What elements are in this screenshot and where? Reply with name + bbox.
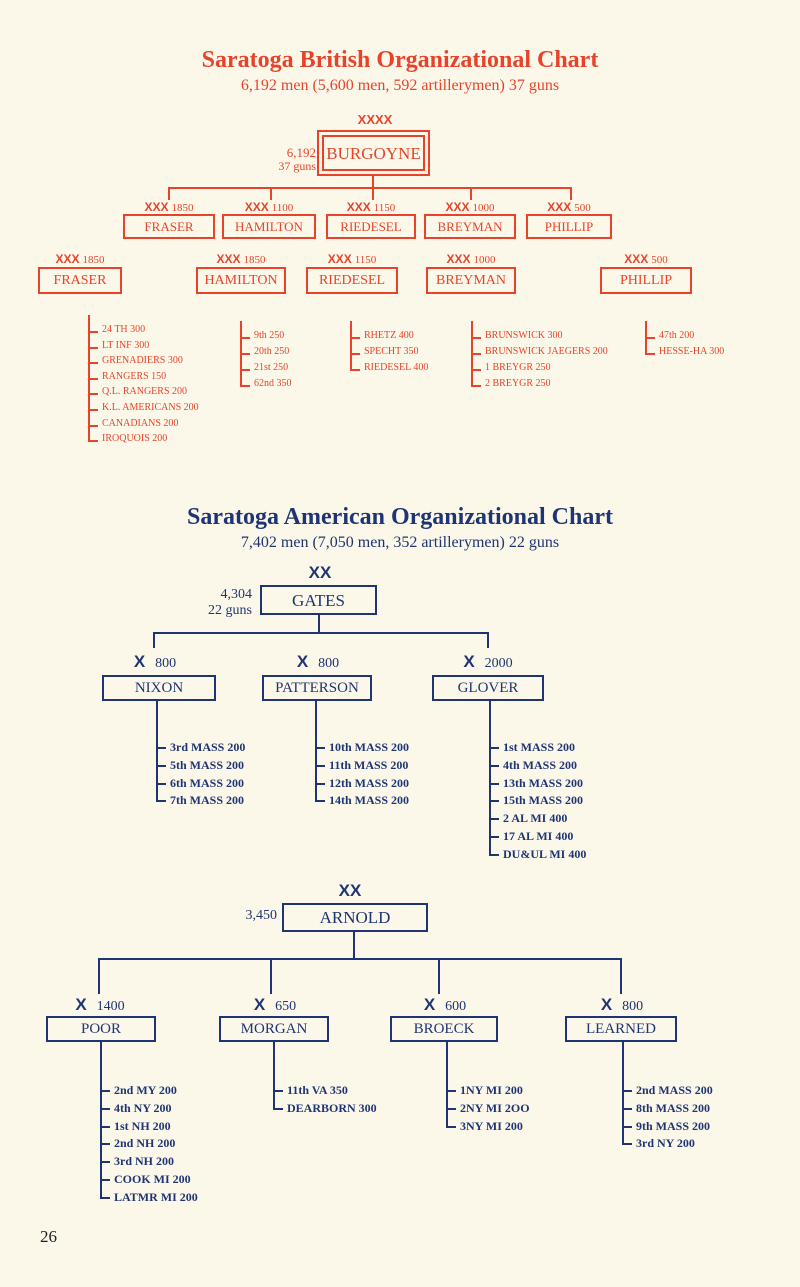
level-marker: XXX bbox=[446, 252, 471, 266]
level-marker: X bbox=[423, 995, 436, 1014]
unit-label: DEARBORN 300 bbox=[287, 1100, 377, 1115]
brigade-box-phillip: PHILLIP bbox=[600, 267, 692, 294]
arnold-level-marker: XX bbox=[338, 881, 362, 900]
brigade-box-fraser: FRASER bbox=[38, 267, 122, 294]
connector bbox=[318, 615, 320, 633]
strength-label: 800 bbox=[318, 656, 340, 671]
connector bbox=[100, 1126, 110, 1128]
brigade-header bbox=[385, 996, 505, 1014]
unit-label: 15th MASS 200 bbox=[503, 793, 584, 808]
connector bbox=[88, 362, 98, 364]
strength-label: 650 bbox=[275, 999, 297, 1014]
connector bbox=[489, 765, 499, 767]
unit-label: 2 BREYGR 250 bbox=[485, 378, 551, 389]
brigade-header bbox=[95, 653, 215, 671]
connector bbox=[315, 701, 317, 731]
level-marker: XXX bbox=[216, 252, 241, 266]
connector bbox=[98, 958, 622, 960]
connector bbox=[270, 187, 272, 200]
level-marker: X bbox=[253, 995, 266, 1014]
british-chart-subtitle: 6,192 men (5,600 men, 592 artillerymen) 37 guns bbox=[240, 77, 560, 94]
american-chart-subtitle: 7,402 men (7,050 men, 352 artillerymen) 22 guns bbox=[240, 534, 560, 551]
brigade-box-phillip: PHILLIP bbox=[526, 214, 612, 239]
american-chart-title: Saratoga American Organizational Chart bbox=[187, 504, 613, 530]
unit-label: 24 TH 300 bbox=[102, 324, 146, 335]
connector bbox=[153, 632, 489, 634]
unit-label: RIEDESEL 400 bbox=[364, 362, 429, 373]
level-marker: XXX bbox=[55, 252, 80, 266]
brigade-box-poor: POOR bbox=[46, 1016, 156, 1042]
connector bbox=[100, 1179, 110, 1181]
brigade-box-hamilton: HAMILTON bbox=[222, 214, 316, 239]
brigade-header bbox=[509, 201, 629, 214]
level-marker: X bbox=[75, 995, 87, 1014]
level-marker: X bbox=[296, 652, 309, 671]
connector bbox=[489, 836, 499, 838]
unit-label: RHETZ 400 bbox=[364, 330, 414, 341]
brigade-box-morgan: MORGAN bbox=[219, 1016, 329, 1042]
brigade-box-broeck: BROECK bbox=[390, 1016, 498, 1042]
connector bbox=[88, 331, 98, 333]
unit-label: DU&UL MI 400 bbox=[503, 846, 587, 861]
brigade-box-riedesel: RIEDESEL bbox=[306, 267, 398, 294]
strength-label: 1100 bbox=[271, 202, 294, 214]
brigade-box-learned: LEARNED bbox=[565, 1016, 677, 1042]
unit-label: 14th MASS 200 bbox=[329, 793, 410, 808]
gates-strength: 4,304 bbox=[220, 587, 252, 602]
connector bbox=[156, 765, 166, 767]
brigade-header bbox=[586, 253, 706, 266]
strength-label: 1850 bbox=[243, 254, 266, 266]
unit-label: 2nd MY 200 bbox=[114, 1083, 177, 1097]
connector bbox=[315, 800, 325, 802]
connector bbox=[446, 1090, 456, 1092]
strength-label: 1000 bbox=[472, 202, 495, 214]
connector bbox=[88, 393, 98, 395]
connector bbox=[350, 353, 360, 355]
brigade-box-riedesel: RIEDESEL bbox=[326, 214, 416, 239]
brigade-box-glover: GLOVER bbox=[432, 675, 544, 701]
connector bbox=[100, 1090, 110, 1092]
connector bbox=[88, 347, 98, 349]
unit-label: CANADIANS 200 bbox=[102, 417, 179, 429]
level-marker: X bbox=[600, 995, 613, 1014]
unit-label: BRUNSWICK 300 bbox=[485, 330, 563, 341]
unit-label: 4th NY 200 bbox=[114, 1100, 172, 1115]
connector bbox=[88, 409, 98, 411]
burgoyne-box bbox=[317, 130, 430, 176]
unit-label: 1st NH 200 bbox=[114, 1118, 171, 1133]
connector bbox=[156, 783, 166, 785]
strength-label: 500 bbox=[574, 202, 591, 214]
connector bbox=[471, 353, 481, 355]
connector bbox=[645, 353, 655, 355]
strength-label: 1150 bbox=[373, 202, 396, 214]
level-marker: XXX bbox=[547, 200, 572, 214]
connector bbox=[315, 783, 325, 785]
connector bbox=[350, 337, 360, 339]
brigade-header bbox=[562, 996, 682, 1014]
unit-label: 12th MASS 200 bbox=[329, 775, 410, 790]
unit-label: LT INF 300 bbox=[102, 339, 150, 351]
gates-guns: 22 guns bbox=[208, 603, 252, 618]
brigade-box-patterson: PATTERSON bbox=[262, 675, 372, 701]
connector bbox=[489, 747, 499, 749]
strength-label: 1400 bbox=[96, 999, 125, 1014]
unit-label: 4th MASS 200 bbox=[503, 757, 578, 772]
strength-label: 2000 bbox=[484, 656, 513, 671]
connector bbox=[88, 378, 98, 380]
unit-label: 8th MASS 200 bbox=[636, 1100, 711, 1115]
brigade-header bbox=[411, 253, 531, 266]
level-marker: XXX bbox=[327, 252, 352, 266]
connector bbox=[489, 854, 499, 856]
brigade-box-hamilton: HAMILTON bbox=[196, 267, 286, 294]
unit-label: 7th MASS 200 bbox=[170, 793, 245, 808]
level-marker: X bbox=[463, 652, 475, 671]
level-marker: XXX bbox=[244, 200, 269, 214]
level-marker: XXX bbox=[624, 252, 649, 266]
level-marker: XXX bbox=[346, 200, 371, 214]
connector bbox=[622, 1108, 632, 1110]
unit-label: 13th MASS 200 bbox=[503, 775, 584, 790]
brigade-header bbox=[292, 253, 412, 266]
british-chart-title: Saratoga British Organizational Chart bbox=[201, 47, 599, 73]
connector bbox=[471, 369, 481, 371]
connector bbox=[438, 958, 440, 994]
unit-label: 3rd MASS 200 bbox=[170, 740, 246, 754]
unit-label: 10th MASS 200 bbox=[329, 740, 410, 754]
unit-label: 21st 250 bbox=[254, 362, 289, 373]
brigade-box-nixon: NIXON bbox=[102, 675, 216, 701]
connector bbox=[645, 337, 655, 339]
unit-label: GRENADIERS 300 bbox=[102, 355, 183, 367]
connector bbox=[350, 321, 352, 370]
connector bbox=[156, 800, 166, 802]
connector bbox=[446, 1042, 448, 1076]
unit-label: COOK MI 200 bbox=[114, 1172, 191, 1186]
unit-label: 62nd 350 bbox=[254, 378, 292, 389]
connector bbox=[88, 425, 98, 427]
page-number: 26 bbox=[40, 1227, 57, 1246]
level-marker: X bbox=[133, 652, 146, 671]
unit-label: 5th MASS 200 bbox=[170, 757, 245, 772]
unit-label: 47th 200 bbox=[659, 330, 695, 341]
brigade-header bbox=[40, 996, 160, 1014]
unit-label: 2nd NH 200 bbox=[114, 1136, 176, 1151]
strength-label: 500 bbox=[651, 254, 668, 266]
connector bbox=[153, 632, 155, 648]
connector bbox=[489, 800, 499, 802]
connector bbox=[489, 701, 491, 731]
brigade-box-fraser: FRASER bbox=[123, 214, 215, 239]
unit-label: 1NY MI 200 bbox=[460, 1083, 523, 1097]
burgoyne-inner-box: BURGOYNE bbox=[322, 135, 425, 171]
connector bbox=[168, 187, 170, 200]
strength-label: 1850 bbox=[171, 202, 194, 214]
connector bbox=[270, 958, 272, 994]
unit-label: HESSE-HA 300 bbox=[659, 346, 725, 357]
burgoyne-level-marker: XXXX bbox=[357, 112, 393, 127]
unit-label: 2 AL MI 400 bbox=[503, 811, 568, 826]
unit-label: 11th VA 350 bbox=[287, 1083, 348, 1097]
unit-label: 3rd NY 200 bbox=[636, 1136, 695, 1151]
connector bbox=[240, 353, 250, 355]
connector bbox=[315, 765, 325, 767]
strength-label: 1150 bbox=[354, 254, 377, 266]
unit-label: 9th 250 bbox=[254, 330, 285, 341]
connector bbox=[273, 1108, 283, 1110]
gates-level-marker: XX bbox=[308, 563, 332, 582]
connector bbox=[100, 1143, 110, 1145]
level-marker: XXX bbox=[445, 200, 470, 214]
strength-label: 800 bbox=[622, 999, 644, 1014]
connector bbox=[622, 1143, 632, 1145]
arnold-strength: 3,450 bbox=[245, 908, 277, 923]
level-marker: XXX bbox=[144, 200, 169, 214]
brigade-box-breyman: BREYMAN bbox=[424, 214, 516, 239]
unit-label: 1st MASS 200 bbox=[503, 740, 576, 754]
connector bbox=[100, 1161, 110, 1163]
connector bbox=[372, 187, 374, 200]
connector bbox=[446, 1108, 456, 1110]
connector bbox=[100, 1197, 110, 1199]
unit-label: K.L. AMERICANS 200 bbox=[102, 402, 199, 413]
unit-label: Q.L. RANGERS 200 bbox=[102, 386, 188, 398]
brigade-header bbox=[428, 653, 548, 671]
connector bbox=[240, 385, 250, 387]
unit-label: BRUNSWICK JAEGERS 200 bbox=[485, 346, 608, 357]
burgoyne-strength: 6,192 bbox=[286, 145, 316, 160]
connector bbox=[489, 818, 499, 820]
connector bbox=[570, 187, 572, 200]
brigade-header bbox=[181, 253, 301, 266]
connector bbox=[470, 187, 472, 200]
connector bbox=[273, 1042, 275, 1076]
connector bbox=[622, 1042, 624, 1076]
strength-label: 1000 bbox=[473, 254, 496, 266]
brigade-header bbox=[20, 253, 140, 266]
connector bbox=[446, 1126, 456, 1128]
unit-label: 9th MASS 200 bbox=[636, 1118, 711, 1133]
arnold-box: ARNOLD bbox=[282, 903, 428, 932]
connector bbox=[100, 1108, 110, 1110]
connector bbox=[489, 783, 499, 785]
connector bbox=[471, 337, 481, 339]
connector bbox=[315, 747, 325, 749]
connector bbox=[446, 1074, 448, 1127]
brigade-header bbox=[258, 653, 378, 671]
unit-label: SPECHT 350 bbox=[364, 346, 419, 357]
unit-label: 17 AL MI 400 bbox=[503, 829, 574, 843]
connector bbox=[622, 1090, 632, 1092]
connector bbox=[156, 701, 158, 731]
connector bbox=[240, 337, 250, 339]
unit-label: 3rd NH 200 bbox=[114, 1154, 174, 1169]
connector bbox=[471, 385, 481, 387]
unit-label: 2nd MASS 200 bbox=[636, 1083, 713, 1097]
strength-label: 800 bbox=[155, 656, 177, 671]
unit-label: 2NY MI 2OO bbox=[460, 1100, 530, 1115]
burgoyne-guns: 37 guns bbox=[278, 159, 316, 173]
connector bbox=[156, 747, 166, 749]
connector bbox=[240, 369, 250, 371]
unit-label: 3NY MI 200 bbox=[460, 1118, 523, 1133]
unit-label: LATMR MI 200 bbox=[114, 1189, 198, 1204]
brigade-box-breyman: BREYMAN bbox=[426, 267, 516, 294]
connector bbox=[98, 958, 100, 994]
brigade-header bbox=[215, 996, 335, 1014]
connector bbox=[168, 187, 572, 189]
connector bbox=[620, 958, 622, 994]
connector bbox=[273, 1090, 283, 1092]
unit-label: 20th 250 bbox=[254, 346, 290, 357]
connector bbox=[487, 632, 489, 648]
connector bbox=[100, 1042, 102, 1076]
unit-label: IROQUOIS 200 bbox=[102, 433, 168, 445]
strength-label: 1850 bbox=[82, 254, 105, 266]
unit-label: 11th MASS 200 bbox=[329, 757, 409, 772]
connector bbox=[350, 369, 360, 371]
connector bbox=[88, 440, 98, 442]
unit-label: RANGERS 150 bbox=[102, 370, 167, 382]
unit-label: 6th MASS 200 bbox=[170, 775, 245, 790]
connector bbox=[353, 932, 355, 959]
connector bbox=[622, 1126, 632, 1128]
unit-label: 1 BREYGR 250 bbox=[485, 362, 551, 373]
gates-box: GATES bbox=[260, 585, 377, 615]
strength-label: 600 bbox=[445, 999, 467, 1014]
